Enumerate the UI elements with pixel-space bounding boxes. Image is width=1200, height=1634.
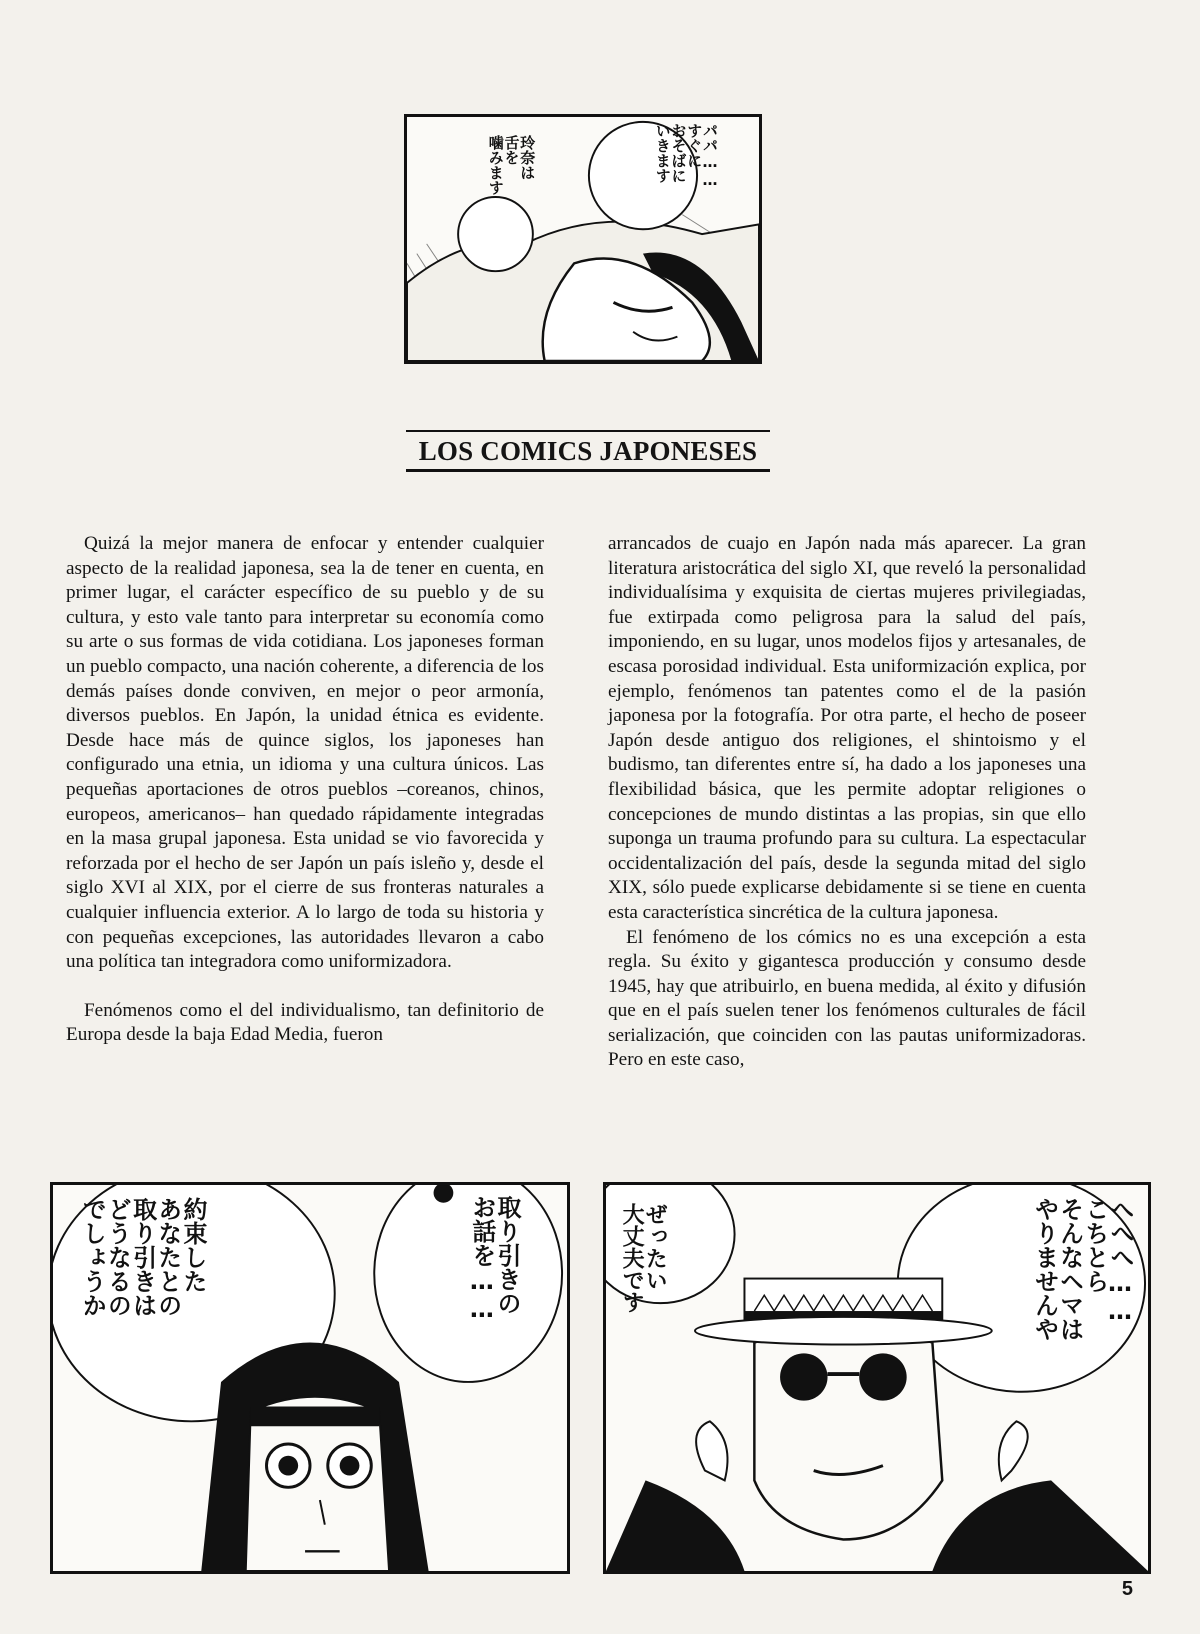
title-block bbox=[406, 430, 770, 472]
paragraph: El fenómeno de los cómics no es una excepción a esta regla. Su éxito y gigantesca producción y consumo desde 1945, hay que atribuirlo, en buena medida, al éxito y difusión que en el país suelen tener los fenómenos culturales de fácil serialización, que coinciden con las pautas uniformizadoras. Pero en este caso, bbox=[608, 926, 1086, 1071]
speech-bubble-zettai: ぜったい 大丈夫です bbox=[619, 1203, 668, 1313]
paragraph: arrancados de cuajo en Japón nada más aparecer. La gran literatura aristocrática del siglo XI, que reveló la personalidad individualísima y exquisita de ciertas mujeres privilegiadas, fue extirpada como peligrosa para la salud del país, imponiendo, en su lugar, unos modelos fijos y artesanales, de escasa porosidad individual. Esta uniformización explica, por ejemplo, fenómenos tan patentes como el de la pasión japonesa por la fotografía. Por otra parte, el hecho de poseer Japón desde antiguo dos religiones, el shintoismo y el budismo, tan diferentes entre sí, ha dado a los japoneses una flexibilidad básica, que les permite adoptar religiones o concepciones de mundo distintas a las propias, sin que ello suponga un trauma profundo para su cultura. La espectacular occidentalización del país, desde la segunda mitad del siglo XIX, sólo puede explicarse debidamente si se tiene en cuenta esta característica sincrética de la cultura japonesa. bbox=[608, 533, 1086, 923]
right-column bbox=[608, 532, 1086, 1073]
speech-bubble-yakusoku: 約束した あなたとの 取り引きは どうなるの でしょうか bbox=[78, 1197, 207, 1317]
paragraph: Quizá la mejor manera de enfocar y entender cualquier aspecto de la realidad japonesa, sea la de tener en cuenta, en primer lugar, el carácter específico de su pueblo y de su cultura, y esto vale tanto para interpretar su economía como su arte o sus formas de vida cotidiana. Los japoneses forman un pueblo compacto, una nación coherente, a diferencia de los demás países donde conviven, en mejor o peor armonía, diversos pueblos. En Japón, la unidad étnica es evidente. Desde hace más de quince siglos, los japoneses han configurado una etnia, un idioma y una cultura únicos. Las pequeñas aportaciones de otros pueblos –coreanos, chinos, europeos, americanos– han quedado rápidamente integradas en la masa grupal japonesa. Esta unidad se vio favorecida y reforzada por el hecho de ser Japón un país isleño y, desde el siglo XVI al XIX, por el cierre de sus fronteras naturales a cualquier influencia exterior. A lo largo de toda su historia y con pequeñas excepciones, las autoridades llevaron a cabo una política tan integradora como uniformizadora. bbox=[66, 533, 544, 973]
speech-bubble-papa: パパ…… すぐに おそばに いきます bbox=[653, 123, 719, 189]
speech-bubble-torihiki: 取り引きの お話を…… bbox=[467, 1195, 521, 1323]
manga-panel-top bbox=[404, 114, 762, 364]
paragraph: Fenómenos como el del individualismo, tan definitorio de Europa desde la baja Edad Media, fueron bbox=[66, 999, 544, 1046]
page-number: 5 bbox=[1121, 1578, 1133, 1600]
manga-panel-bottom-right bbox=[603, 1182, 1151, 1574]
left-column bbox=[66, 532, 544, 1048]
manga-panel-bottom-left bbox=[50, 1182, 570, 1574]
article-title: LOS COMICS JAPONESES bbox=[418, 436, 758, 466]
speech-bubble-rena: 玲奈は 舌を 噛みます bbox=[486, 135, 537, 195]
speech-bubble-hehehe: へへへ…… こちとら そんなヘマは やりませんや bbox=[1030, 1197, 1134, 1341]
